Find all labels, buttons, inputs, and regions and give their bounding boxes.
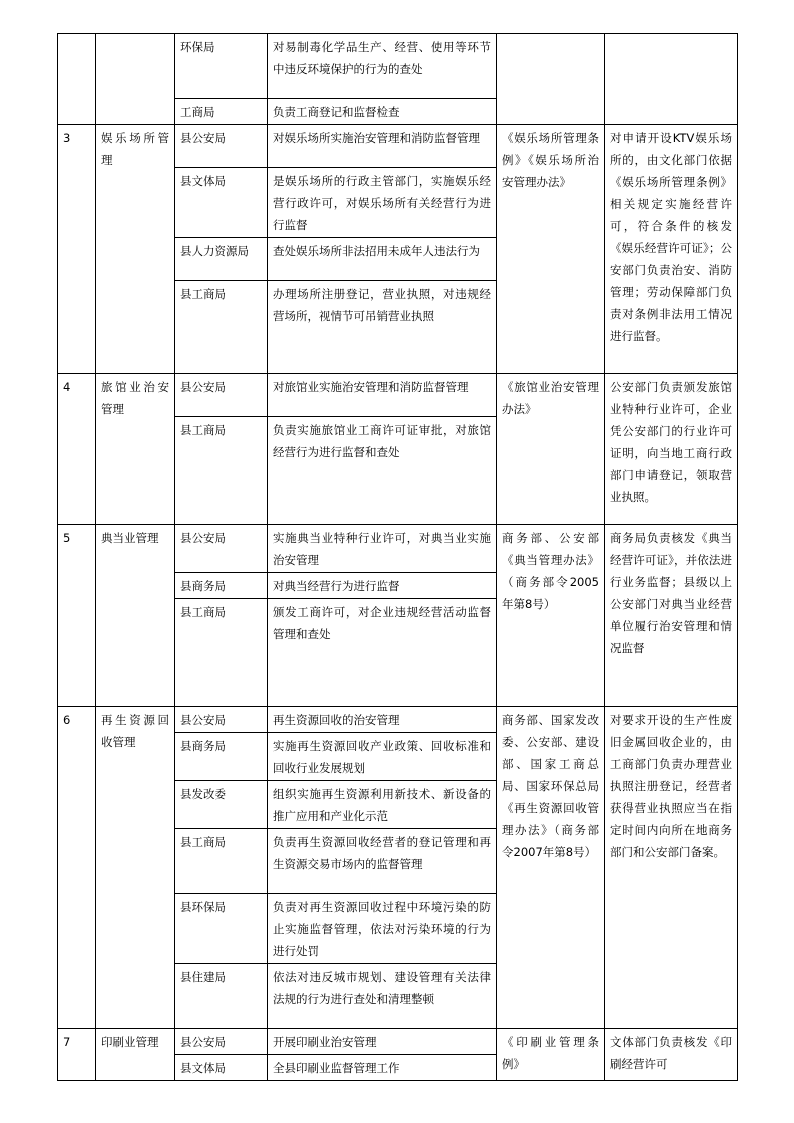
table-row [58, 525, 738, 573]
table-row [58, 34, 738, 99]
item-name: 再生资源回收管理 [96, 707, 175, 1029]
legal-basis: 《印刷业管理条例》 [497, 1029, 605, 1081]
table-row [58, 125, 738, 168]
department-duty: 对易制毒化学品生产、经营、使用等环节中违反环境保护的行为的查处 [268, 34, 497, 99]
department-name: 县发改委 [175, 781, 268, 829]
department-duty: 对娱乐场所实施治安管理和消防监督管理 [268, 125, 497, 168]
department-name: 县公安局 [175, 125, 268, 168]
department-duty: 负责对再生资源回收过程中环境污染的防止实施监督管理，依法对污染环境的行为进行处罚 [268, 894, 497, 964]
department-duty: 全县印刷业监督管理工作 [268, 1055, 497, 1081]
row-number: 5 [58, 525, 96, 707]
legal-basis: 《娱乐场所管理条例》《娱乐场所治安管理办法》 [497, 125, 605, 374]
legal-basis [497, 34, 605, 125]
department-duty: 开展印刷业治安管理 [268, 1029, 497, 1055]
department-name: 县工商局 [175, 829, 268, 894]
management-note: 商务局负责核发《典当经营许可证》，并依法进行业务监督；县级以上公安部门对典当业经营单位履行治安管理和情况监督 [605, 525, 738, 707]
item-name: 典当业管理 [96, 525, 175, 707]
department-duty: 实施再生资源回收产业政策、回收标准和回收行业发展规划 [268, 733, 497, 781]
department-duty: 办理场所注册登记，营业执照，对违规经营场所，视情节可吊销营业执照 [268, 281, 497, 374]
regulation-table [57, 33, 738, 1081]
department-name: 县商务局 [175, 573, 268, 599]
department-duty: 颁发工商许可，对企业违规经营活动监督管理和查处 [268, 599, 497, 707]
department-name: 县工商局 [175, 599, 268, 707]
department-name: 县公安局 [175, 707, 268, 733]
department-name: 县住建局 [175, 964, 268, 1029]
department-duty: 负责实施旅馆业工商许可证审批，对旅馆经营行为进行监督和查处 [268, 417, 497, 525]
department-name: 县公安局 [175, 1029, 268, 1055]
item-name: 娱乐场所管理 [96, 125, 175, 374]
department-name: 工商局 [175, 99, 268, 125]
department-name: 县人力资源局 [175, 238, 268, 281]
department-duty: 再生资源回收的治安管理 [268, 707, 497, 733]
department-duty: 负责工商登记和监督检查 [268, 99, 497, 125]
legal-basis: 商务部、国家发改委、公安部、建设部、国家工商总局、国家环保总局《再生资源回收管理办法》（商务部令2007年第8号） [497, 707, 605, 1029]
item-name: 旅馆业治安管理 [96, 374, 175, 525]
item-name: 印刷业管理 [96, 1029, 175, 1081]
management-note: 公安部门负责颁发旅馆业特种行业许可，企业凭公安部门的行业许可证明，向当地工商行政部门申请登记，领取营业执照。 [605, 374, 738, 525]
department-duty: 查处娱乐场所非法招用未成年人违法行为 [268, 238, 497, 281]
row-number: 3 [58, 125, 96, 374]
table-body [58, 34, 738, 1081]
department-duty: 组织实施再生资源利用新技术、新设备的推广应用和产业化示范 [268, 781, 497, 829]
management-note: 对申请开设KTV娱乐场所的，由文化部门依据《娱乐场所管理条例》相关规定实施经营许可，符合条件的核发《娱乐经营许可证》；公安部门负责治安、消防管理；劳动保障部门负责对条例非法用工情况进行监督。 [605, 125, 738, 374]
department-name: 县工商局 [175, 417, 268, 525]
department-duty: 实施典当业特种行业许可，对典当业实施治安管理 [268, 525, 497, 573]
department-name: 县商务局 [175, 733, 268, 781]
row-number [58, 34, 96, 125]
department-duty: 依法对违反城市规划、建设管理有关法律法规的行为进行查处和清理整顿 [268, 964, 497, 1029]
management-note: 对要求开设的生产性废旧金属回收企业的，由工商部门负责办理营业执照注册登记，经营者获得营业执照应当在指定时间内向所在地商务部门和公安部门备案。 [605, 707, 738, 1029]
row-number: 4 [58, 374, 96, 525]
management-note [605, 34, 738, 125]
department-duty: 是娱乐场所的行政主管部门，实施娱乐经营行政许可，对娱乐场所有关经营行为进行监督 [268, 168, 497, 238]
department-name: 县工商局 [175, 281, 268, 374]
table-row [58, 1029, 738, 1055]
department-name: 县公安局 [175, 374, 268, 417]
department-name: 县文体局 [175, 168, 268, 238]
legal-basis: 《旅馆业治安管理办法》 [497, 374, 605, 525]
table-row [58, 707, 738, 733]
item-name [96, 34, 175, 125]
department-duty: 对旅馆业实施治安管理和消防监督管理 [268, 374, 497, 417]
table-row [58, 374, 738, 417]
row-number: 7 [58, 1029, 96, 1081]
department-name: 县文体局 [175, 1055, 268, 1081]
row-number: 6 [58, 707, 96, 1029]
department-duty: 负责再生资源回收经营者的登记管理和再生资源交易市场内的监督管理 [268, 829, 497, 894]
management-note: 文体部门负责核发《印刷经营许可 [605, 1029, 738, 1081]
legal-basis: 商务部、公安部《典当管理办法》（商务部令2005年第8号） [497, 525, 605, 707]
department-name: 县公安局 [175, 525, 268, 573]
department-name: 县环保局 [175, 894, 268, 964]
department-name: 环保局 [175, 34, 268, 99]
department-duty: 对典当经营行为进行监督 [268, 573, 497, 599]
